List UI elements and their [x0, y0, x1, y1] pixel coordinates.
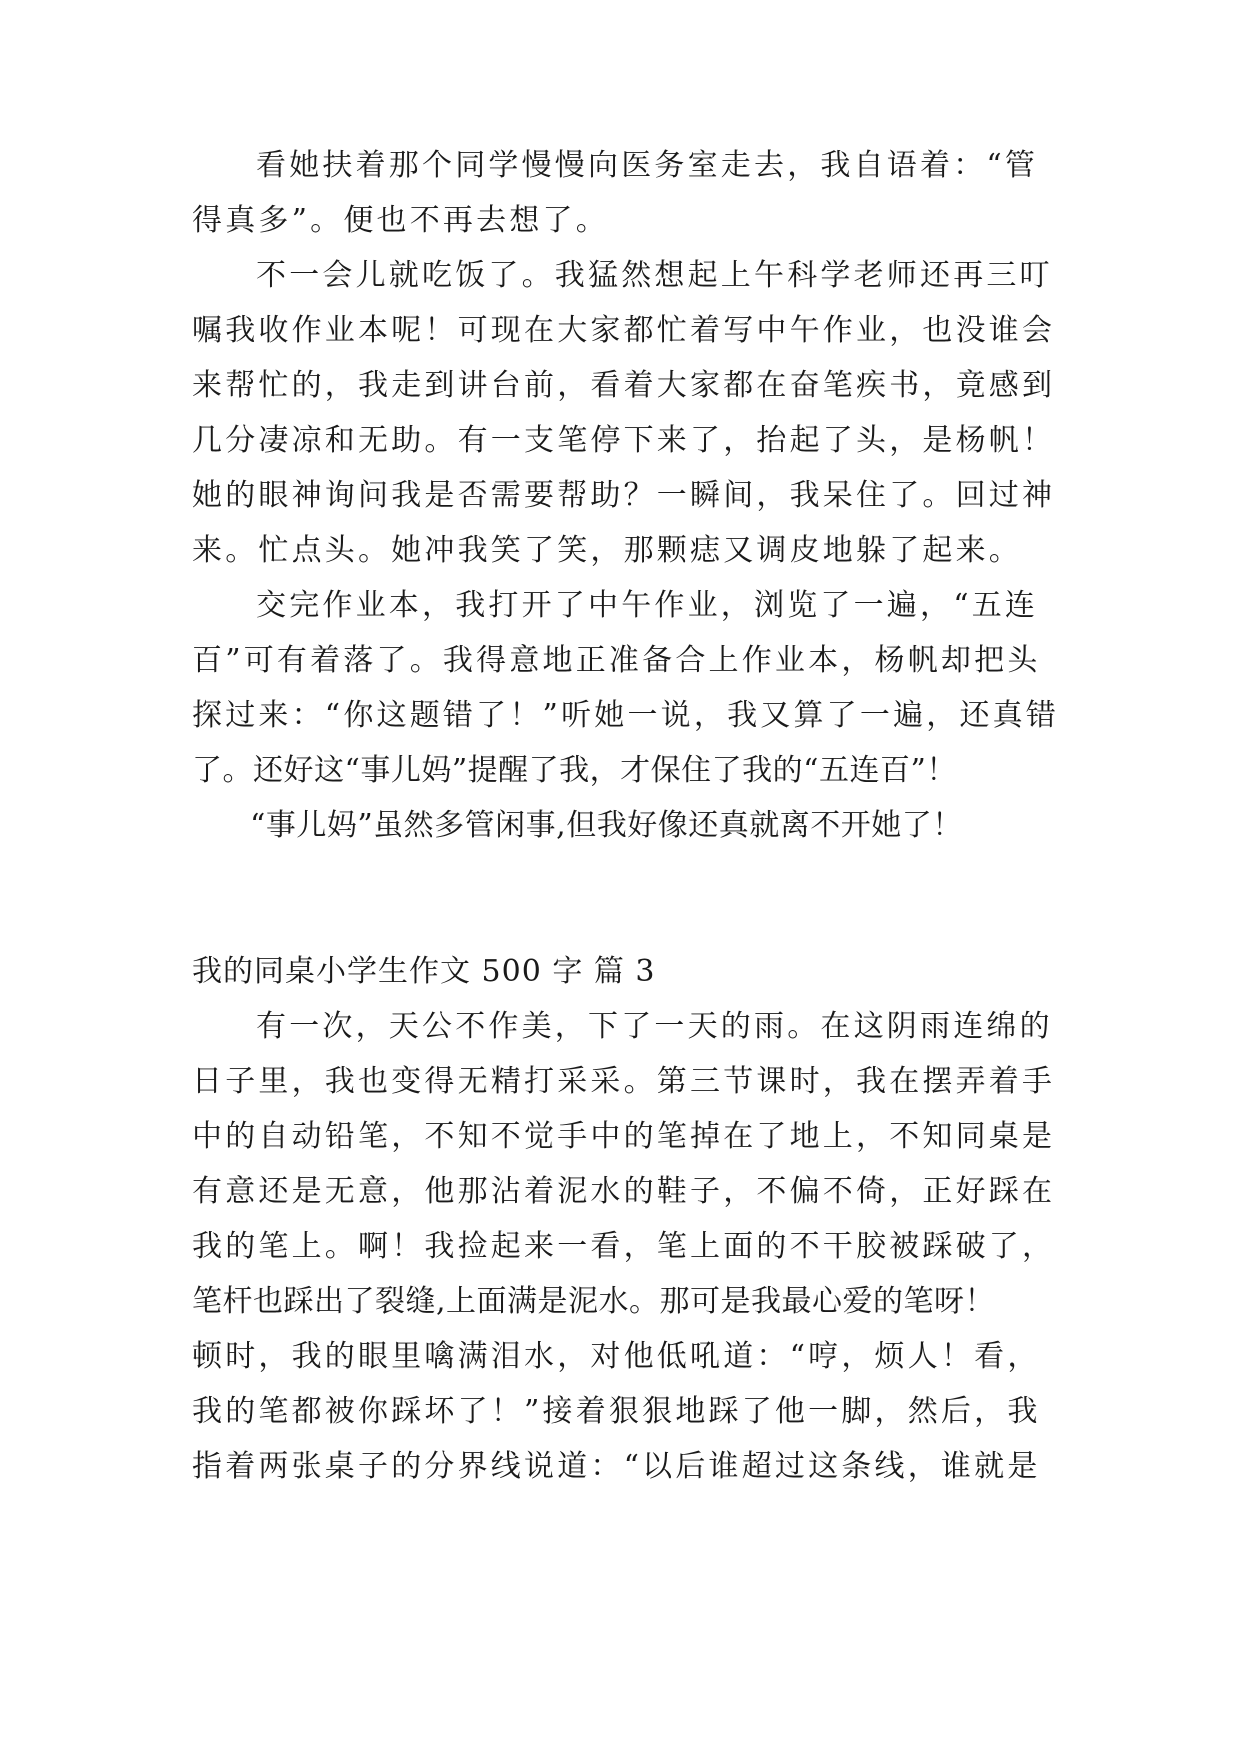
text-line: 我的笔上。啊！我捡起来一看，笔上面的不干胶被踩破了，	[192, 1229, 1056, 1264]
text-line: 几分凄凉和无助。有一支笔停下来了，抬起了头，是杨帆！	[192, 423, 1056, 458]
text-line: 笔杆也踩出了裂缝,上面满是泥水。那可是我最心爱的笔呀！	[192, 1284, 996, 1319]
text-line: 日子里，我也变得无精打采采。第三节课时，我在摆弄着手	[192, 1064, 1056, 1099]
text-line: 探过来：“你这题错了！”听她一说，我又算了一遍，还真错	[192, 698, 1060, 733]
text-line: 有一次，天公不作美，下了一天的雨。在这阴雨连绵的	[256, 1009, 1053, 1044]
text-line: 看她扶着那个同学慢慢向医务室走去，我自语着：“管	[256, 148, 1039, 183]
text-line: 嘱我收作业本呢！可现在大家都忙着写中午作业，也没谁会	[192, 313, 1056, 348]
text-line: 我的笔都被你踩坏了！”接着狠狠地踩了他一脚，然后，我	[192, 1394, 1041, 1429]
text-line: 百”可有着落了。我得意地正准备合上作业本，杨帆却把头	[192, 643, 1041, 678]
text-line: 不一会儿就吃饭了。我猛然想起上午科学老师还再三叮	[256, 258, 1053, 293]
text-line: 得真多”。便也不再去想了。	[192, 203, 609, 238]
text-line: 有意还是无意，他那沾着泥水的鞋子，不偏不倚，正好踩在	[192, 1174, 1056, 1209]
text-line: 她的眼神询问我是否需要帮助？一瞬间，我呆住了。回过神	[192, 478, 1056, 513]
text-line: 了。还好这“事儿妈”提醒了我，才保住了我的“五连百”！	[192, 753, 957, 788]
text-line: 来。忙点头。她冲我笑了笑，那颗痣又调皮地躲了起来。	[192, 533, 1022, 568]
section-heading: 我的同桌小学生作文 500 字 篇 3	[192, 954, 656, 989]
text-line: 来帮忙的，我走到讲台前，看着大家都在奋笔疾书，竟感到	[192, 368, 1056, 403]
text-line: 顿时，我的眼里噙满泪水，对他低吼道：“哼，烦人！看，	[192, 1339, 1041, 1374]
text-line: 中的自动铅笔，不知不觉手中的笔掉在了地上，不知同桌是	[192, 1119, 1056, 1154]
text-line: 指着两张桌子的分界线说道：“以后谁超过这条线，谁就是	[192, 1449, 1041, 1484]
text-line: 交完作业本，我打开了中午作业，浏览了一遍，“五连	[256, 588, 1039, 623]
text-line: “事儿妈”虽然多管闲事,但我好像还真就离不开她了！	[250, 808, 963, 843]
